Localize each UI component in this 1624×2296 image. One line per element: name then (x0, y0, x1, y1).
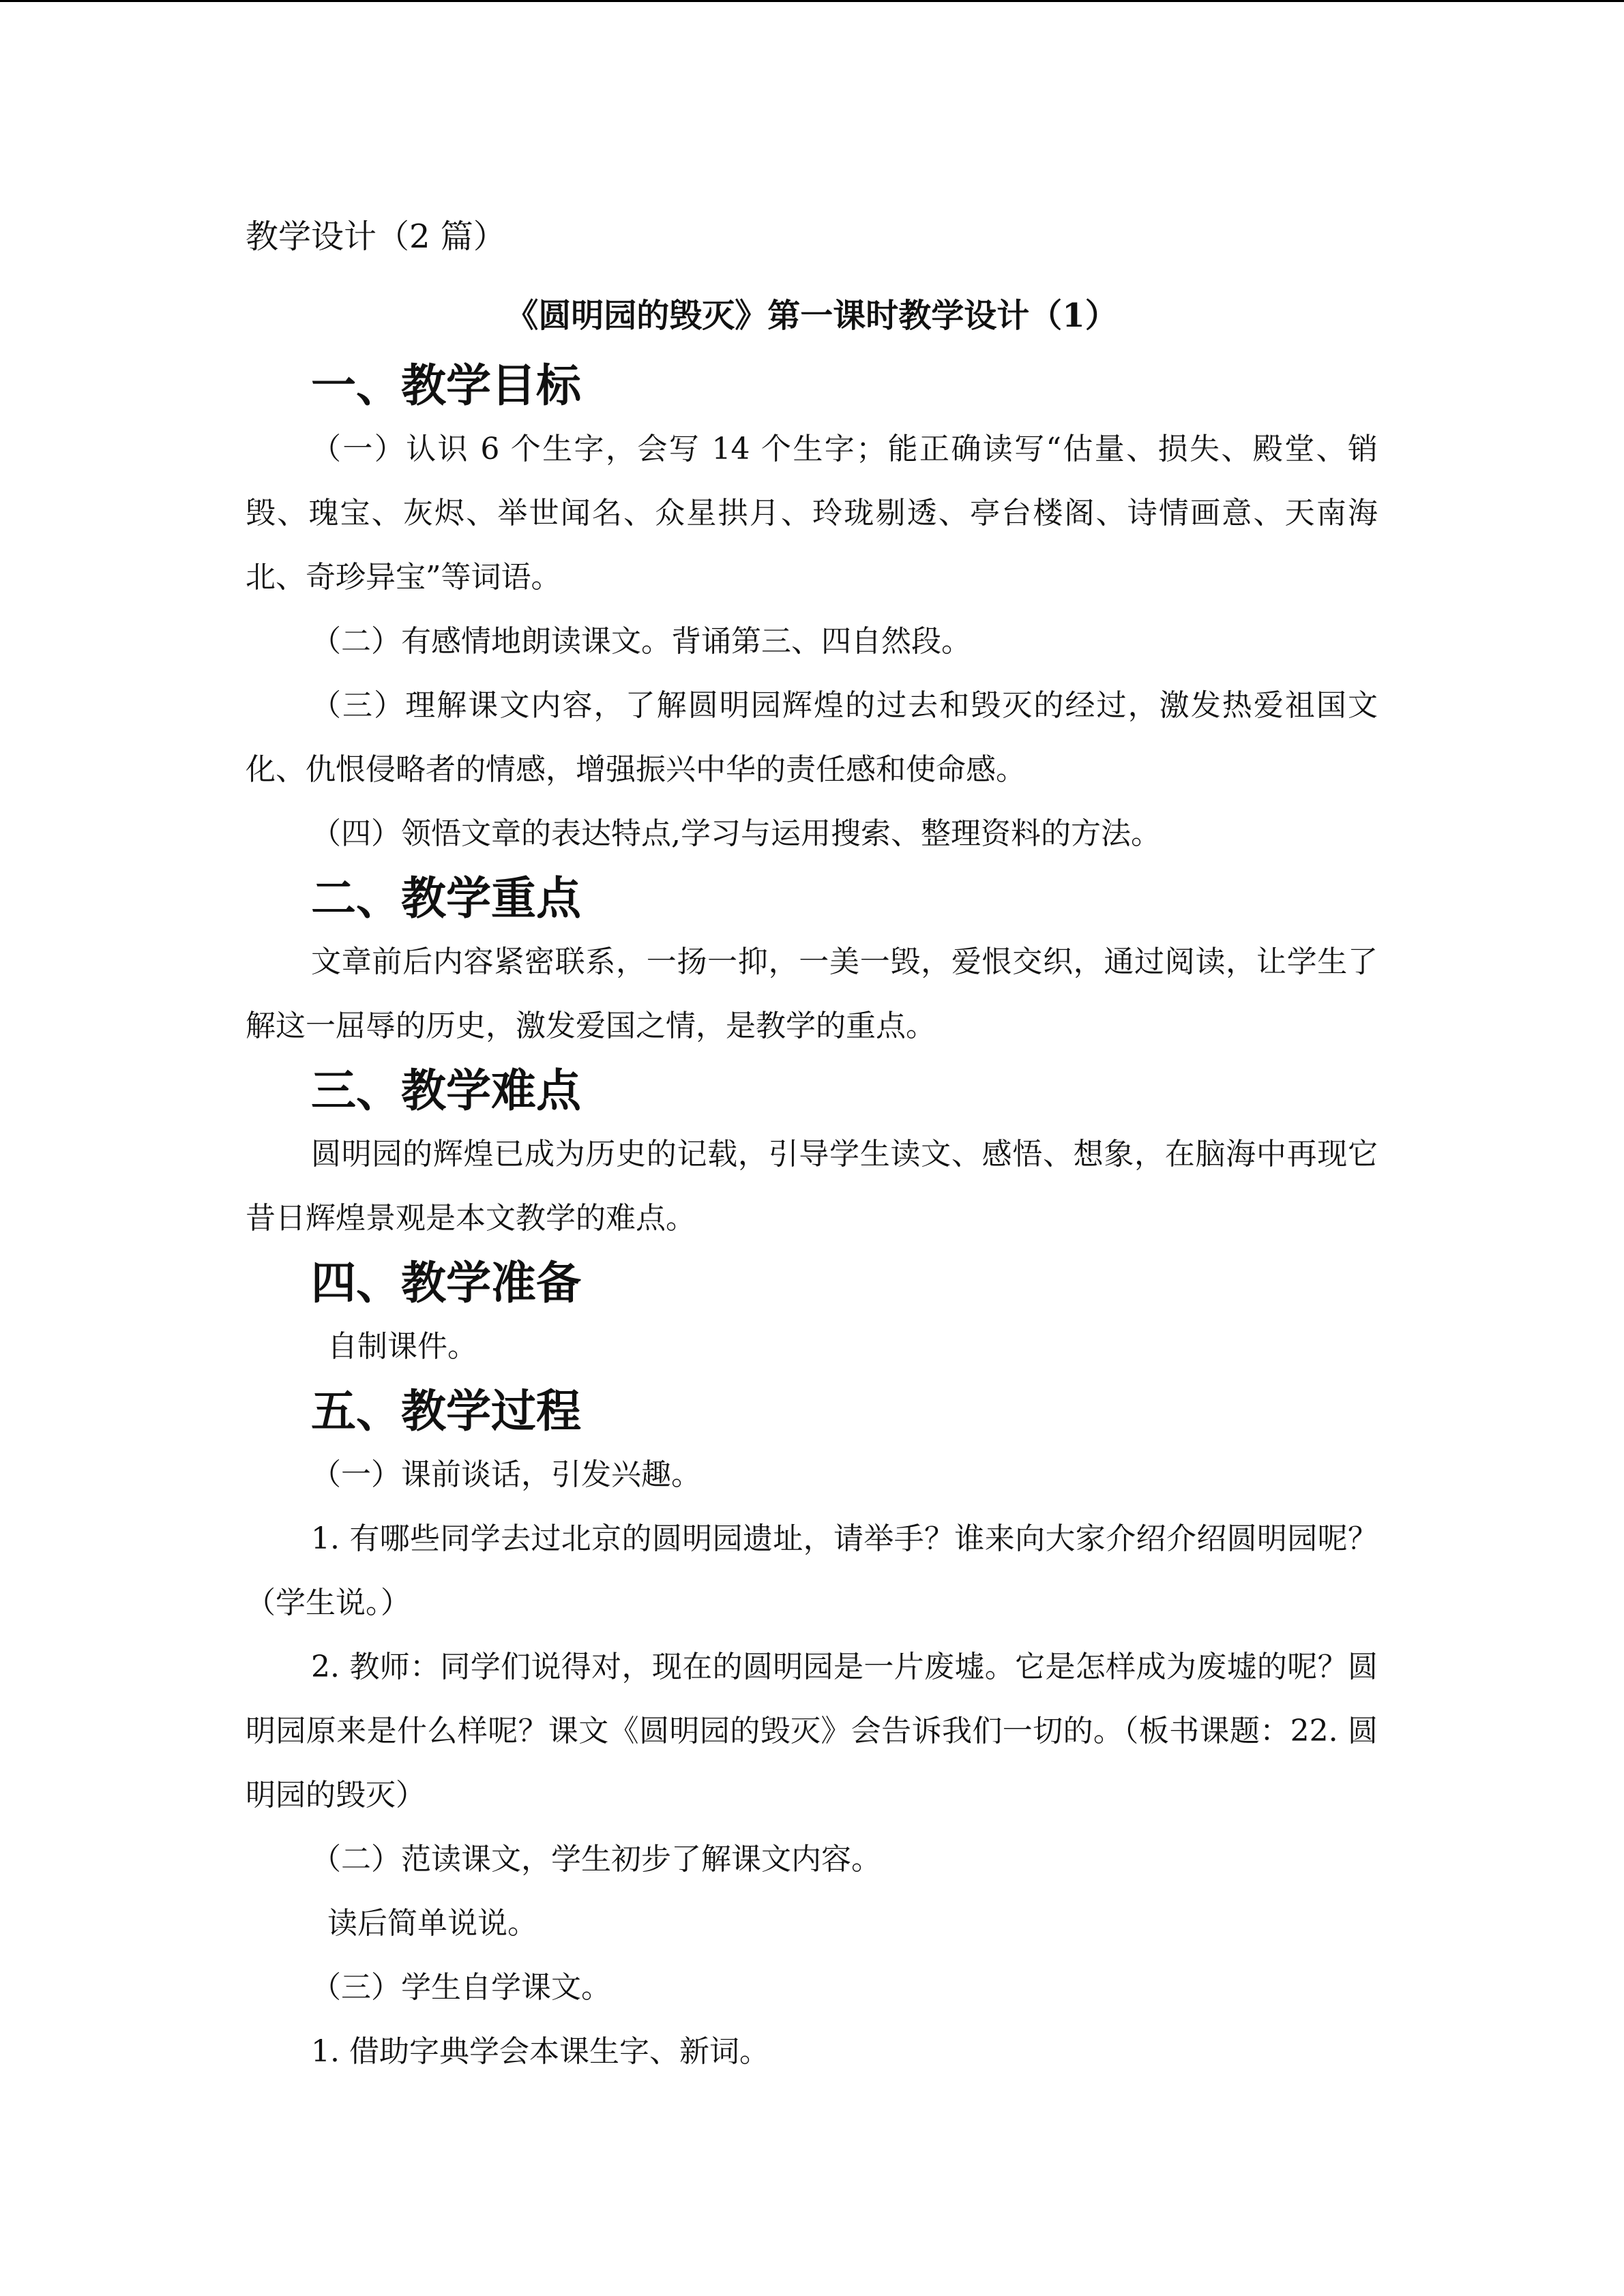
section-difficulties (246, 1058, 1378, 1251)
section-heading: 三、教学难点 (311, 1064, 581, 1117)
section-heading: 四、教学准备 (311, 1256, 581, 1309)
document-title: 《圆明园的毁灭》第一课时教学设计（1） (505, 297, 1118, 335)
paragraph: （二）有感情地朗读课文。背诵第三、四自然段。 (311, 624, 971, 659)
section-teaching-goals (246, 353, 1378, 866)
section-process (246, 1379, 1378, 2084)
paragraph: （一）认识 6 个生字，会写 14 个生字；能正确读写“估量、损失、殿堂、销毁、瑰宝、灰烬、举世闻名、众星拱月、玲珑剔透、亭台楼阁、诗情画意、天南海北、奇珍异宝”等词语。 (246, 432, 1378, 595)
document-page (246, 205, 1378, 2084)
section-heading: 五、教学过程 (311, 1384, 581, 1437)
paragraph: 读后简单说说。 (327, 1906, 537, 1941)
section-heading: 一、教学目标 (311, 359, 581, 412)
section-preparation (246, 1251, 1378, 1379)
document-header: 教学设计（2 篇） (246, 218, 506, 256)
paragraph: （二）范读课文，学生初步了解课文内容。 (311, 1842, 881, 1877)
paragraph: 1. 有哪些同学去过北京的圆明园遗址，请举手？谁来向大家介绍介绍圆明园呢？（学生说。） (246, 1521, 1378, 1620)
paragraph: 文章前后内容紧密联系，一扬一抑，一美一毁，爱恨交织，通过阅读，让学生了解这一屈辱的历史，激发爱国之情，是教学的重点。 (246, 944, 1378, 1043)
paragraph: 2. 教师：同学们说得对，现在的圆明园是一片废墟。它是怎样成为废墟的呢？圆明园原来是什么样呢？课文《圆明园的毁灭》会告诉我们一切的。（板书课题：22. 圆明园的毁灭） (246, 1650, 1378, 1813)
paragraph: 自制课件。 (327, 1329, 477, 1364)
section-key-points (246, 866, 1378, 1058)
paragraph: 1. 借助字典学会本课生字、新词。 (311, 2034, 769, 2069)
paragraph: （四）领悟文章的表达特点,学习与运用搜索、整理资料的方法。 (311, 816, 1161, 851)
section-heading: 二、教学重点 (311, 871, 581, 925)
paragraph: （三）理解课文内容，了解圆明园辉煌的过去和毁灭的经过，激发热爱祖国文化、仇恨侵略者的情感，增强振兴中华的责任感和使命感。 (246, 688, 1378, 787)
paragraph: （一）课前谈话，引发兴趣。 (311, 1457, 701, 1492)
paragraph: 圆明园的辉煌已成为历史的记载，引导学生读文、感悟、想象，在脑海中再现它昔日辉煌景观是本文教学的难点。 (246, 1137, 1378, 1236)
paragraph: （三）学生自学课文。 (311, 1970, 611, 2005)
page-top-border (0, 0, 1624, 2)
